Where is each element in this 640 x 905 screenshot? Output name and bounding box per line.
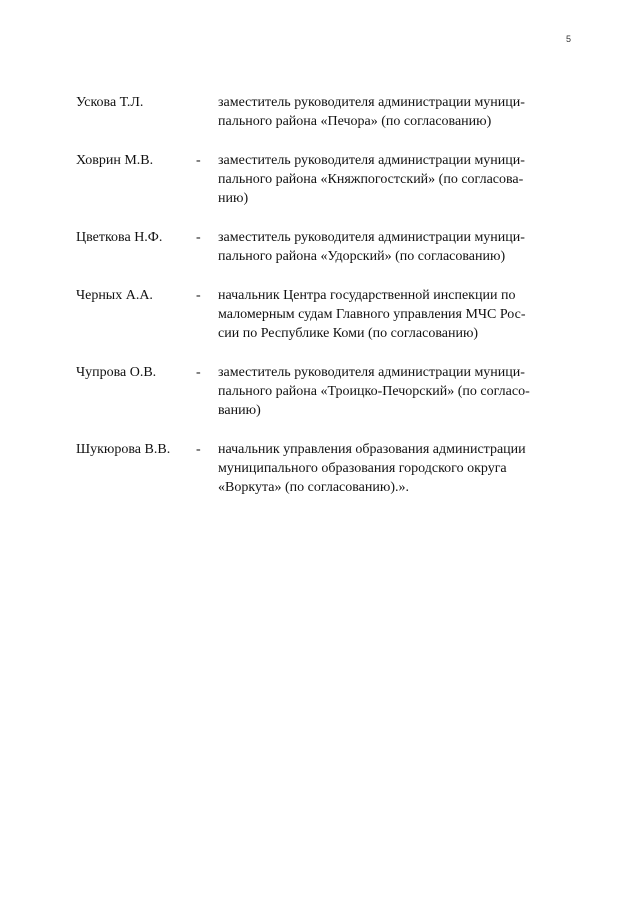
position-line: пального района «Княжпогостский» (по согласова- <box>218 172 524 187</box>
member-name: Ускова Т.Л. <box>76 95 144 110</box>
members-list <box>76 93 572 517</box>
member-position <box>218 93 564 131</box>
dash-separator: - <box>196 288 201 303</box>
member-name: Черных А.А. <box>76 288 153 303</box>
member-row <box>76 363 572 420</box>
position-line: начальник Центра государственной инспекции по <box>218 288 516 303</box>
page-number: 5 <box>566 34 572 44</box>
dash-separator: - <box>196 153 201 168</box>
position-line: нию) <box>218 191 249 206</box>
member-position <box>218 151 564 208</box>
position-line: сии по Республике Коми (по согласованию) <box>218 326 479 341</box>
position-line: пального района «Троицко-Печорский» (по согласо- <box>218 384 530 399</box>
member-row <box>76 228 572 266</box>
position-line: пального района «Печора» (по согласованию) <box>218 114 492 129</box>
member-name: Шукюрова В.В. <box>76 442 171 457</box>
member-position <box>218 228 564 266</box>
position-line: муниципального образования городского округа <box>218 461 507 476</box>
member-row <box>76 93 572 131</box>
member-name: Цветкова Н.Ф. <box>76 230 163 245</box>
member-row <box>76 286 572 343</box>
position-line: маломерным судам Главного управления МЧС Рос- <box>218 307 526 322</box>
member-position <box>218 440 564 497</box>
member-position <box>218 363 564 420</box>
member-row <box>76 151 572 208</box>
dash-separator: - <box>196 442 201 457</box>
position-line: «Воркута» (по согласованию).». <box>218 480 410 495</box>
position-line: заместитель руководителя администрации муници- <box>218 230 525 245</box>
position-line: заместитель руководителя администрации муници- <box>218 365 525 380</box>
position-line: пального района «Удорский» (по согласованию) <box>218 249 506 264</box>
position-line: заместитель руководителя администрации муници- <box>218 153 525 168</box>
member-row <box>76 440 572 497</box>
position-line: ванию) <box>218 403 261 418</box>
member-name: Чупрова О.В. <box>76 365 157 380</box>
member-position <box>218 286 564 343</box>
position-line: заместитель руководителя администрации муници- <box>218 95 525 110</box>
dash-separator: - <box>196 230 201 245</box>
position-line: начальник управления образования администрации <box>218 442 526 457</box>
dash-separator: - <box>196 365 201 380</box>
member-name: Ховрин М.В. <box>76 153 154 168</box>
